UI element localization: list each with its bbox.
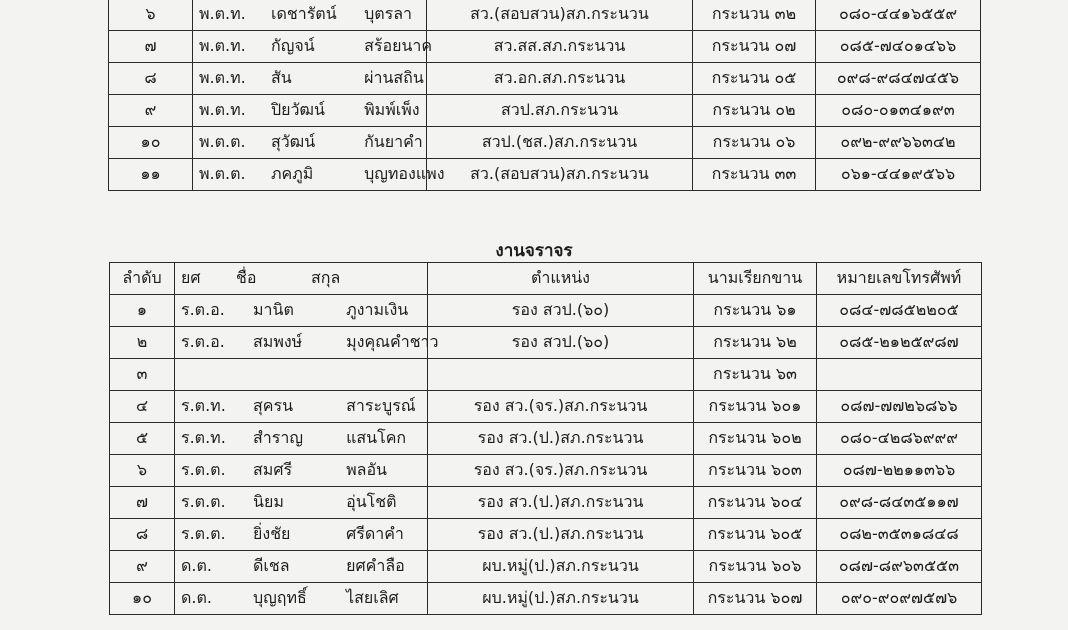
cell-first-name: สมศรี xyxy=(253,460,293,479)
cell-no: ๒ xyxy=(110,327,175,359)
table-row xyxy=(110,455,982,487)
cell-position: รอง สวป.(๖๐) xyxy=(428,327,694,359)
cell-last-name: บุญทองแพง xyxy=(364,164,445,183)
cell-name xyxy=(175,359,428,391)
cell-name xyxy=(175,423,428,455)
cell-rank: พ.ต.ท. xyxy=(199,68,246,87)
cell-name xyxy=(193,95,427,127)
header-phone: หมายเลขโทรศัพท์ xyxy=(817,263,982,295)
cell-first-name: ภคภูมิ xyxy=(271,164,314,183)
cell-callsign: กระนวน ๓๓ xyxy=(693,159,816,191)
cell-name xyxy=(193,127,427,159)
table-row xyxy=(110,423,982,455)
cell-position: สว.สส.สภ.กระนวน xyxy=(427,31,693,63)
cell-phone: ๐๘๗-๗๗๒๖๘๖๖ xyxy=(817,391,982,423)
cell-last-name: กันยาคำ xyxy=(364,132,423,151)
cell-callsign: กระนวน ๖๐๑ xyxy=(694,391,817,423)
cell-no: ๙ xyxy=(110,551,175,583)
cell-phone: ๐๘๐-๔๒๘๖๙๙๙ xyxy=(817,423,982,455)
cell-position: สวป.(ชส.)สภ.กระนวน xyxy=(427,127,693,159)
table-row xyxy=(109,63,981,95)
cell-first-name: สัน xyxy=(271,68,292,87)
cell-no: ๑๑ xyxy=(109,159,193,191)
cell-callsign: กระนวน ๓๒ xyxy=(693,0,816,31)
cell-no: ๙ xyxy=(109,95,193,127)
cell-first-name: สมพงษ์ xyxy=(253,332,303,351)
cell-callsign: กระนวน ๐๒ xyxy=(693,95,816,127)
table-row xyxy=(110,359,982,391)
cell-last-name: ผ่านสถิน xyxy=(364,68,424,87)
cell-no: ๑๐ xyxy=(110,583,175,615)
cell-name xyxy=(175,519,428,551)
cell-last-name: มุงคุณคำชาว xyxy=(346,332,439,351)
section-title: งานจราจร xyxy=(495,241,573,261)
cell-first-name: สำราญ xyxy=(253,428,303,447)
cell-last-name: พิมพ์เพ็ง xyxy=(364,100,420,119)
cell-rank: พ.ต.ต. xyxy=(199,132,246,151)
cell-callsign: กระนวน ๐๕ xyxy=(693,63,816,95)
cell-phone: ๐๘๒-๓๕๓๑๘๔๘ xyxy=(817,519,982,551)
header-position: ตำแหน่ง xyxy=(428,263,694,295)
cell-name xyxy=(193,0,427,31)
cell-last-name: บุตรลา xyxy=(364,4,413,23)
cell-phone: ๐๖๑-๔๔๑๙๕๖๖ xyxy=(816,159,981,191)
cell-callsign: กระนวน ๖๒ xyxy=(694,327,817,359)
header-name xyxy=(175,263,428,295)
cell-rank: พ.ต.ต. xyxy=(199,164,246,183)
cell-rank: พ.ต.ท. xyxy=(199,36,246,55)
cell-first-name: ปิยวัฒน์ xyxy=(271,100,325,119)
cell-name xyxy=(175,455,428,487)
cell-rank: พ.ต.ท. xyxy=(199,4,246,23)
header-first: ชื่อ xyxy=(236,268,257,287)
cell-position: รอง สว.(ป.)สภ.กระนวน xyxy=(428,519,694,551)
cell-name xyxy=(175,327,439,359)
table-row xyxy=(109,0,981,31)
cell-name xyxy=(193,63,427,95)
cell-last-name: ภูงามเงิน xyxy=(346,300,409,319)
cell-last-name: แสนโคก xyxy=(346,428,407,447)
cell-phone: ๐๙๒-๙๙๖๖๓๔๒ xyxy=(816,127,981,159)
cell-rank: ร.ต.ต. xyxy=(181,524,226,543)
header-callsign: นามเรียกขาน xyxy=(694,263,817,295)
cell-last-name: ไสยเลิศ xyxy=(346,588,399,607)
cell-position: รอง สว.(จร.)สภ.กระนวน xyxy=(428,391,694,423)
cell-name xyxy=(175,295,428,327)
cell-no: ๓ xyxy=(110,359,175,391)
table-row xyxy=(109,95,981,127)
cell-no: ๖ xyxy=(110,455,175,487)
cell-name xyxy=(175,391,428,423)
cell-callsign: กระนวน ๐๗ xyxy=(693,31,816,63)
cell-no: ๖ xyxy=(109,0,193,31)
cell-callsign: กระนวน ๖๐๖ xyxy=(694,551,817,583)
cell-name xyxy=(175,551,428,583)
cell-first-name: ดีเชล xyxy=(253,556,290,575)
cell-first-name: เดชารัตน์ xyxy=(271,4,337,23)
cell-rank: พ.ต.ท. xyxy=(199,100,246,119)
cell-position: สวป.สภ.กระนวน xyxy=(427,95,693,127)
cell-no: ๑ xyxy=(110,295,175,327)
cell-first-name: มานิต xyxy=(253,300,294,319)
cell-position: สว.(สอบสวน)สภ.กระนวน xyxy=(427,0,693,31)
cell-last-name: สาระบูรณ์ xyxy=(346,396,416,415)
cell-position: สว.อก.สภ.กระนวน xyxy=(427,63,693,95)
cell-phone: ๐๘๕-๒๑๒๕๙๘๗ xyxy=(817,327,982,359)
cell-position: รอง สว.(ป.)สภ.กระนวน xyxy=(428,487,694,519)
table-row xyxy=(110,295,982,327)
cell-position: รอง สว.(ป.)สภ.กระนวน xyxy=(428,423,694,455)
cell-rank: ร.ต.อ. xyxy=(181,300,225,319)
header-rank: ยศ xyxy=(181,268,201,287)
cell-phone: ๐๙๐-๙๐๙๗๕๗๖ xyxy=(817,583,982,615)
officer-table-top xyxy=(108,0,981,191)
cell-position: สว.(สอบสวน)สภ.กระนวน xyxy=(427,159,693,191)
cell-phone: ๐๙๘-๙๘๔๗๔๕๖ xyxy=(816,63,981,95)
cell-name xyxy=(193,159,445,191)
cell-no: ๕ xyxy=(110,423,175,455)
cell-name xyxy=(175,583,428,615)
traffic-officer-table xyxy=(109,262,982,615)
cell-callsign: กระนวน ๖๐๔ xyxy=(694,487,817,519)
cell-phone: ๐๘๐-๔๔๑๖๕๕๙ xyxy=(816,0,981,31)
table-row xyxy=(109,159,981,191)
cell-first-name: บุญฤทธิ์ xyxy=(253,588,307,607)
cell-phone: ๐๙๘-๘๔๓๕๑๑๗ xyxy=(817,487,982,519)
cell-position: รอง สว.(จร.)สภ.กระนวน xyxy=(428,455,694,487)
cell-callsign: กระนวน ๖๓ xyxy=(694,359,817,391)
header-last: สกุล xyxy=(311,268,341,287)
cell-no: ๗ xyxy=(109,31,193,63)
cell-phone: ๐๘๐-๐๑๓๔๑๙๓ xyxy=(816,95,981,127)
cell-name xyxy=(175,487,428,519)
cell-position: ผบ.หมู่(ป.)สภ.กระนวน xyxy=(428,551,694,583)
table-row xyxy=(110,327,982,359)
cell-no: ๑๐ xyxy=(109,127,193,159)
cell-name xyxy=(193,31,433,63)
cell-first-name: สุครน xyxy=(253,396,293,415)
cell-last-name: สร้อยนาค xyxy=(364,36,433,55)
cell-callsign: กระนวน ๖๐๕ xyxy=(694,519,817,551)
cell-phone: ๐๘๕-๗๔๐๑๔๖๖ xyxy=(816,31,981,63)
cell-callsign: กระนวน ๖๐๒ xyxy=(694,423,817,455)
table-row xyxy=(109,31,981,63)
cell-rank: ด.ต. xyxy=(181,588,212,607)
cell-first-name: นิยม xyxy=(253,492,284,511)
cell-first-name: ยิ่งชัย xyxy=(253,524,291,543)
table-header-row xyxy=(110,263,982,295)
cell-rank: ร.ต.ต. xyxy=(181,492,226,511)
cell-no: ๔ xyxy=(110,391,175,423)
cell-rank: ร.ต.ท. xyxy=(181,428,226,447)
cell-phone: ๐๘๗-๘๙๖๓๕๕๓ xyxy=(817,551,982,583)
cell-last-name: ยศคำลือ xyxy=(346,556,405,575)
cell-callsign: กระนวน ๐๖ xyxy=(693,127,816,159)
cell-phone: ๐๘๔-๗๘๕๒๒๐๕ xyxy=(817,295,982,327)
cell-last-name: พลอัน xyxy=(346,460,387,479)
cell-phone: ๐๘๗-๒๒๑๑๓๖๖ xyxy=(817,455,982,487)
table-row xyxy=(110,583,982,615)
cell-no: ๗ xyxy=(110,487,175,519)
table-row xyxy=(109,127,981,159)
header-no: ลำดับ xyxy=(110,263,175,295)
cell-callsign: กระนวน ๖๐๓ xyxy=(694,455,817,487)
cell-callsign: กระนวน ๖๑ xyxy=(694,295,817,327)
cell-last-name: อุ่นโชติ xyxy=(346,492,397,511)
cell-no: ๘ xyxy=(110,519,175,551)
cell-first-name: สุวัฒน์ xyxy=(271,132,316,151)
cell-no: ๘ xyxy=(109,63,193,95)
cell-position xyxy=(428,359,694,391)
cell-callsign: กระนวน ๖๐๗ xyxy=(694,583,817,615)
cell-first-name: กัญจน์ xyxy=(271,36,315,55)
table-row xyxy=(110,487,982,519)
cell-rank: ร.ต.ต. xyxy=(181,460,226,479)
cell-position: รอง สวป.(๖๐) xyxy=(428,295,694,327)
cell-phone xyxy=(817,359,982,391)
table-row xyxy=(110,551,982,583)
cell-rank: ร.ต.อ. xyxy=(181,332,225,351)
cell-rank: ร.ต.ท. xyxy=(181,396,226,415)
cell-last-name: ศรีดาคำ xyxy=(346,524,404,543)
table-row xyxy=(110,391,982,423)
cell-rank: ด.ต. xyxy=(181,556,212,575)
cell-position: ผบ.หมู่(ป.)สภ.กระนวน xyxy=(428,583,694,615)
table-row xyxy=(110,519,982,551)
